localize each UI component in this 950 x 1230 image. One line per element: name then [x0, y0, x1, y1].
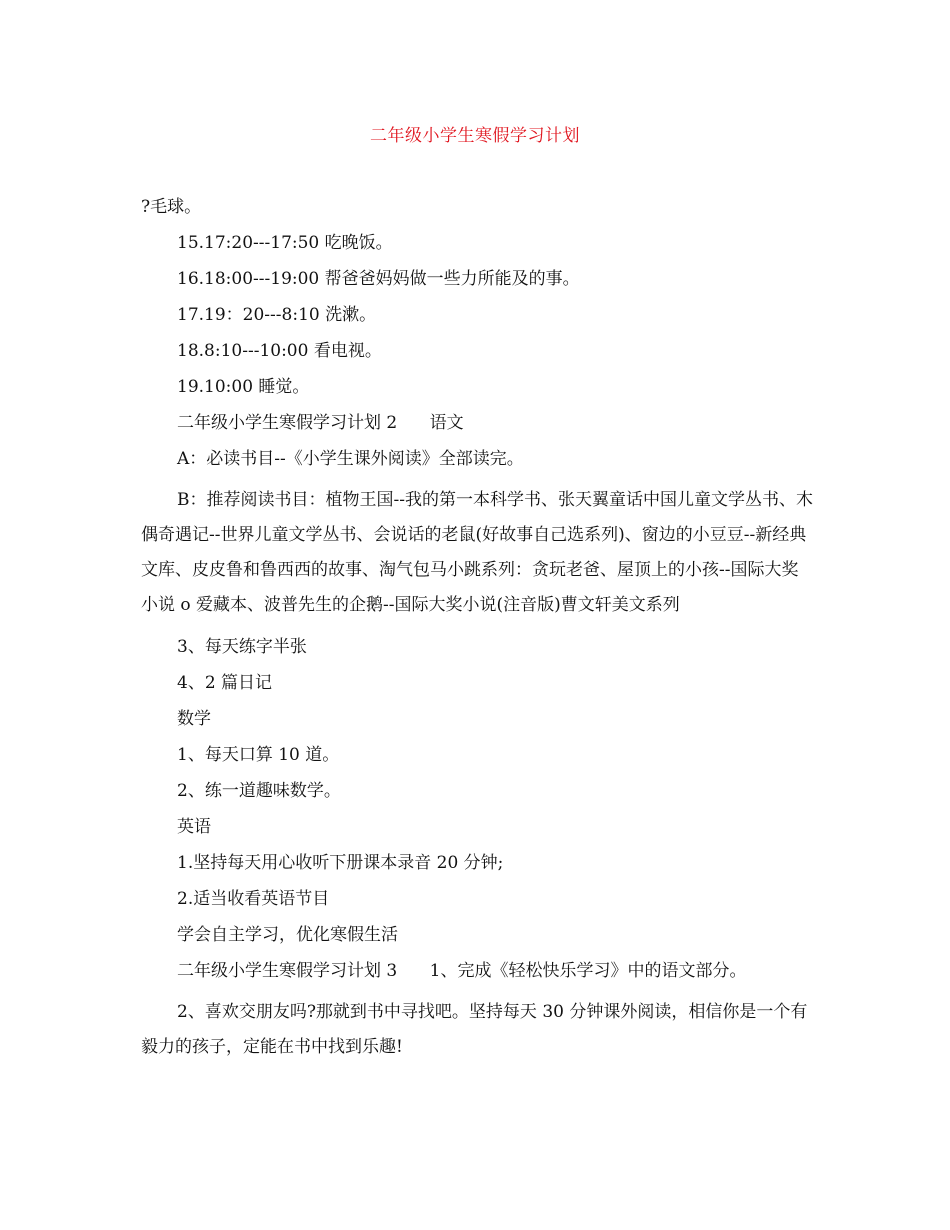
- schedule-item-15: 15.17:20---17:50 吃晚饭。: [177, 233, 393, 253]
- english-task-1: 1.坚持每天用心收听下册课本录音 20 分钟;: [177, 853, 504, 873]
- english-task-2: 2.适当收看英语节目: [177, 889, 330, 909]
- self-study-line: 学会自主学习，优化寒假生活: [177, 925, 398, 945]
- schedule-item-16: 16.18:00---19:00 帮爸爸妈妈做一些力所能及的事。: [177, 269, 580, 289]
- english-heading: 英语: [177, 817, 211, 837]
- chinese-required-reading: A：必读书目--《小学生课外阅读》全部读完。: [177, 449, 524, 469]
- math-task-2: 2、练一道趣味数学。: [177, 781, 341, 801]
- document-body: [141, 195, 813, 1065]
- schedule-item-18: 18.8:10---10:00 看电视。: [177, 341, 382, 361]
- math-heading: 数学: [177, 709, 211, 729]
- math-task-1: 1、每天口算 10 道。: [177, 745, 340, 765]
- schedule-item-17: 17.19：20---8:10 洗漱。: [177, 305, 377, 325]
- schedule-item-19: 19.10:00 睡觉。: [177, 377, 310, 397]
- section-heading-plan-3: 二年级小学生寒假学习计划 3 1、完成《轻松快乐学习》中的语文部分。: [177, 961, 747, 981]
- section-heading-plan-2: 二年级小学生寒假学习计划 2 语文: [177, 413, 464, 433]
- document-title: 二年级小学生寒假学习计划: [370, 126, 580, 146]
- chinese-task-4: 4、2 篇日记: [177, 673, 273, 693]
- chinese-task-3: 3、每天练字半张: [177, 637, 307, 657]
- chinese-recommended-reading: B：推荐阅读书目：植物王国--我的第一本科学书、张天翼童话中国儿童文学丛书、木偶奇遇记--世界儿童文学丛书、会说话的老鼠(好故事自己选系列)、窗边的小豆豆--新经典文库、皮皮鲁和鲁西西的故事、淘气包马小跳系列：贪玩老爸、屋顶上的小孩--国际大奖小说 o 爱藏本、波普先生的企鹅--国际大奖小说(注音版)曹文轩美文系列: [141, 490, 813, 615]
- reading-encouragement: 2、喜欢交朋友吗?那就到书中寻找吧。坚持每天 30 分钟课外阅读，相信你是一个有毅力的孩子，定能在书中找到乐趣!: [141, 1002, 808, 1057]
- paragraph-fragment: ?毛球。: [141, 197, 202, 217]
